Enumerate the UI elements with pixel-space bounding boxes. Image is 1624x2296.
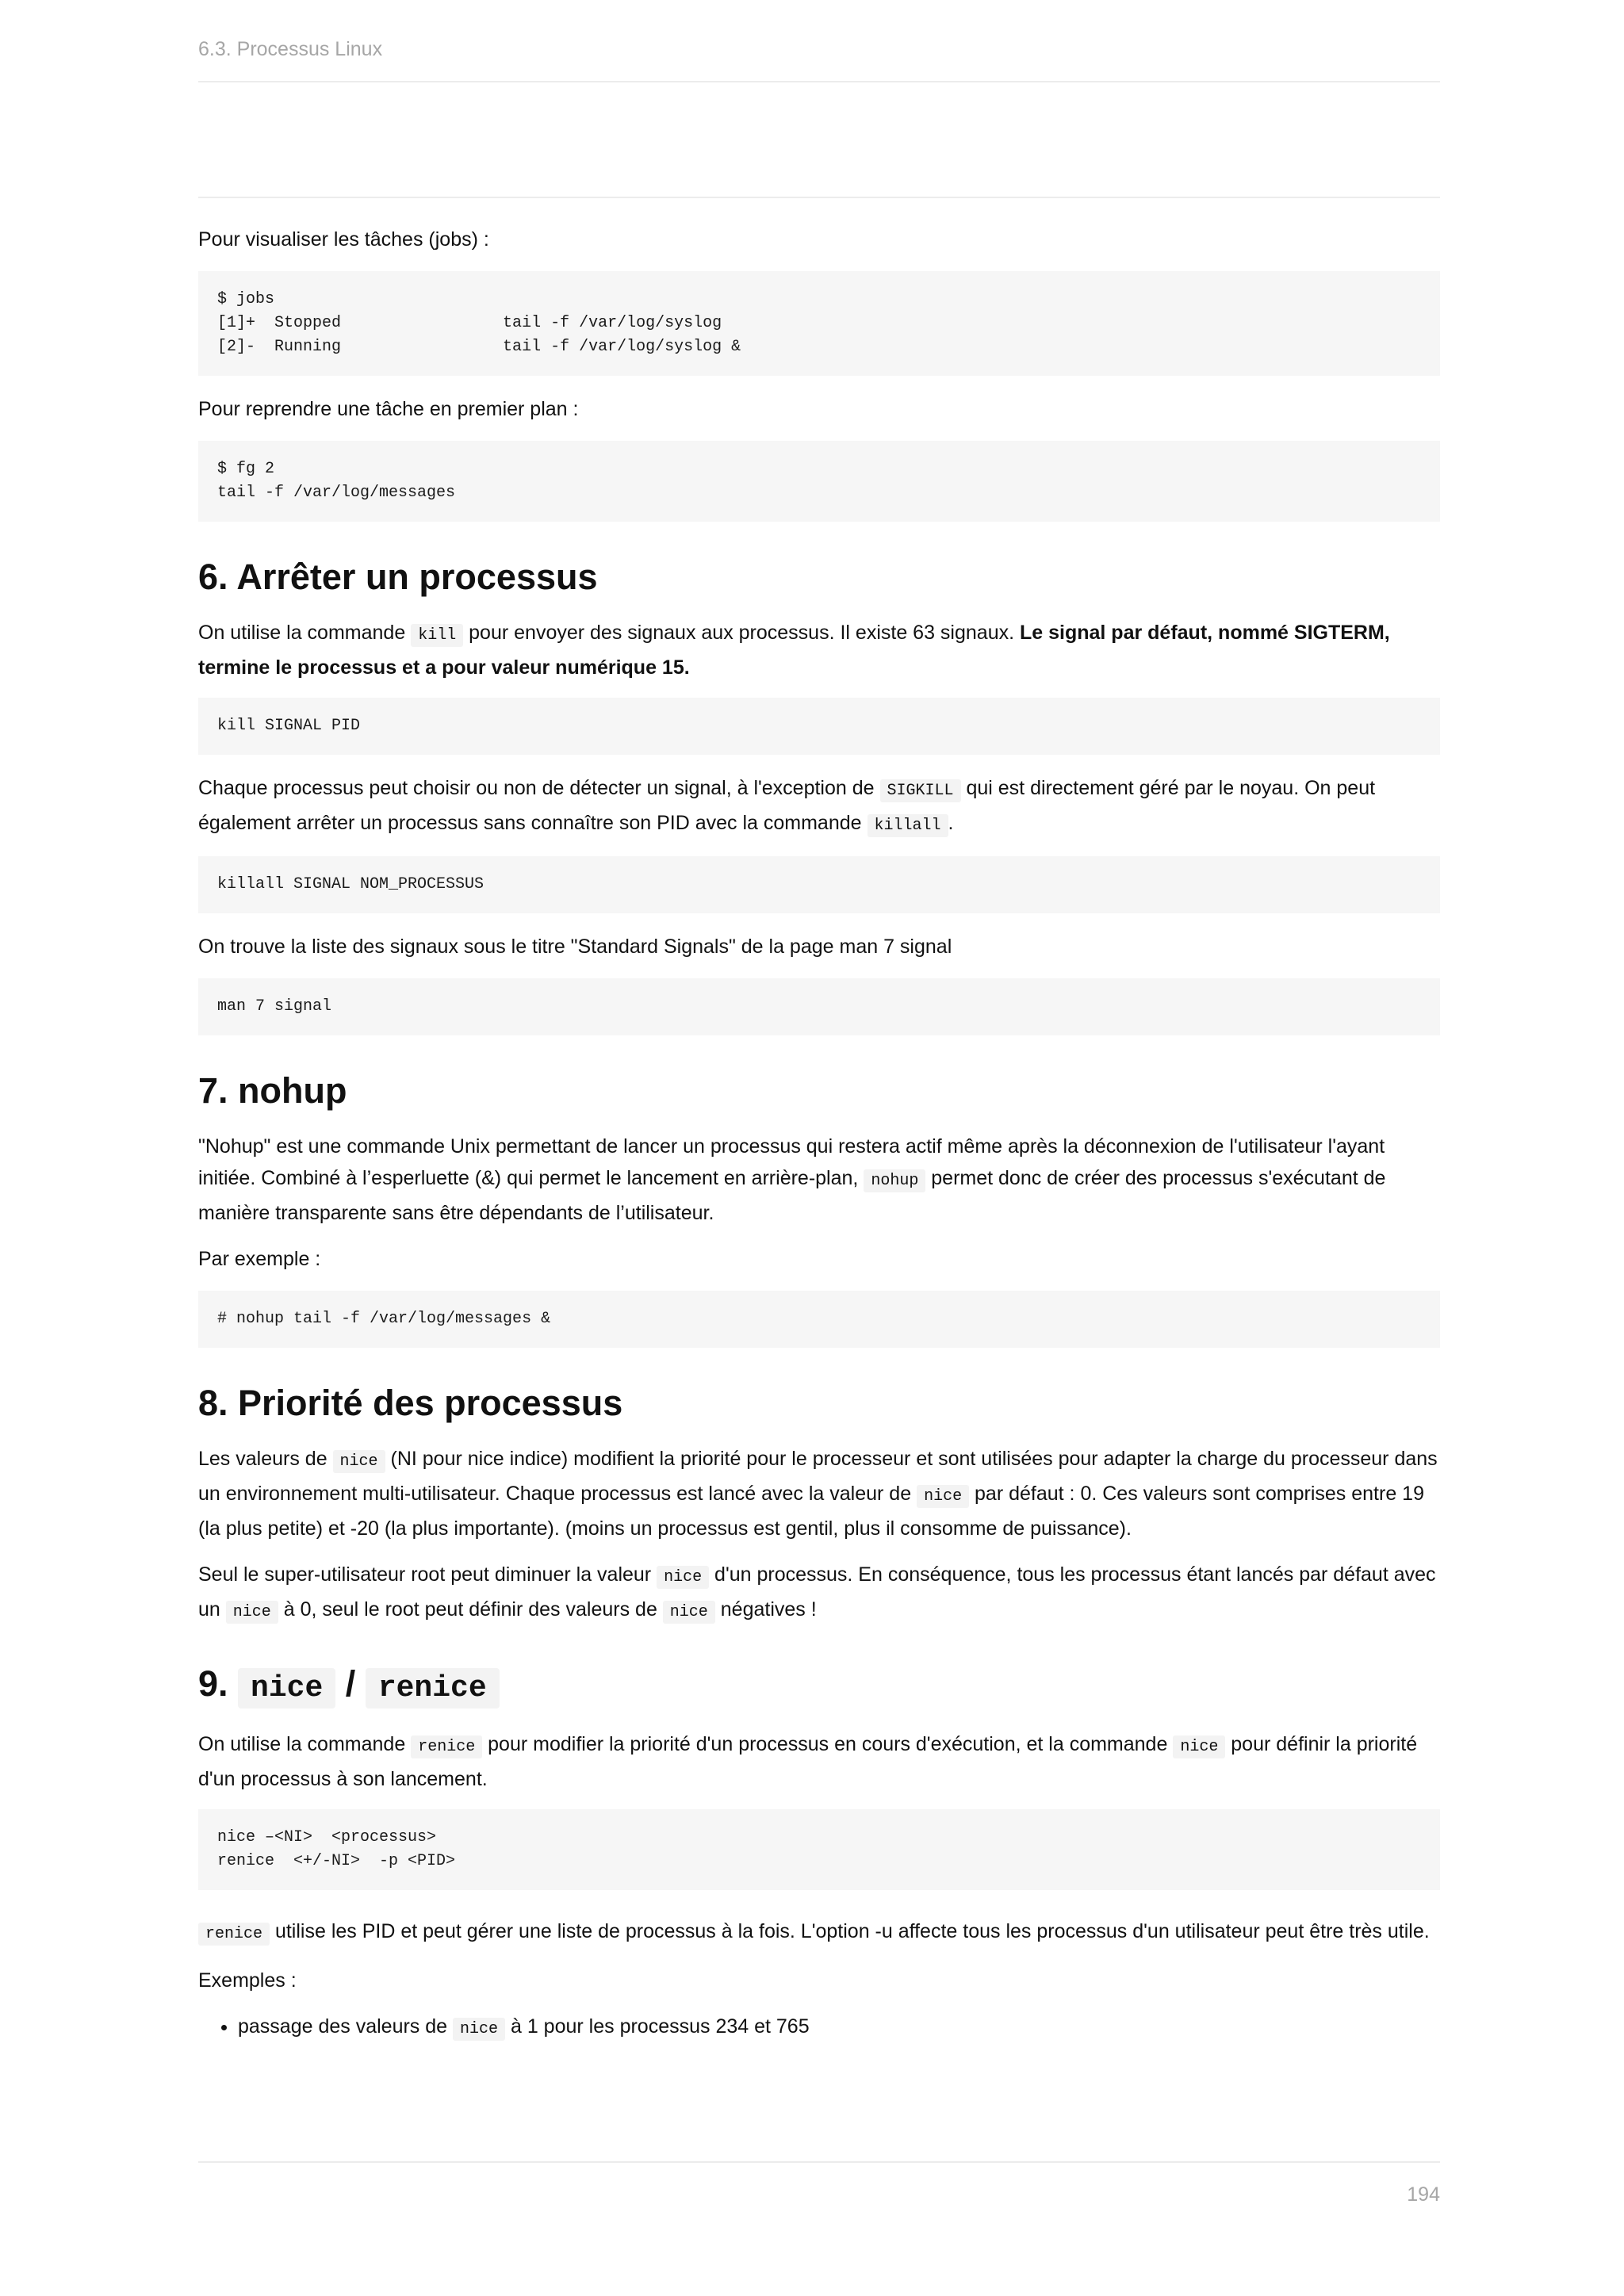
page-content bbox=[198, 224, 1440, 2045]
inline-code-nice: nice bbox=[333, 1450, 385, 1473]
paragraph-signal-list: On trouve la liste des signaux sous le titre "Standard Signals" de la page man 7 signal bbox=[198, 936, 952, 958]
heading-code-renice: renice bbox=[366, 1668, 500, 1709]
text: On utilise la commande bbox=[198, 1733, 412, 1755]
code-block-man-signal: man 7 signal bbox=[198, 978, 1440, 1035]
inline-code-renice: renice bbox=[198, 1923, 270, 1946]
heading-code-nice: nice bbox=[238, 1668, 335, 1709]
text: Seul le super-utilisateur root peut diminuer la valeur bbox=[198, 1563, 657, 1586]
heading-nohup: 7. nohup bbox=[198, 1070, 347, 1111]
heading-stop-process: 6. Arrêter un processus bbox=[198, 557, 598, 597]
inline-code-renice: renice bbox=[411, 1735, 482, 1758]
inline-code-sigkill: SIGKILL bbox=[880, 779, 961, 802]
header-rule bbox=[198, 81, 1440, 82]
bold-text-sigterm: Le signal par défaut, nommé SIGTERM, termine le processus et a pour valeur numérique 15. bbox=[198, 622, 1390, 679]
paragraph-kill bbox=[198, 617, 1440, 683]
paragraph-nohup bbox=[198, 1131, 1440, 1229]
text: à 1 pour les processus 234 et 765 bbox=[505, 2015, 810, 2038]
paragraph-renice-pid bbox=[198, 1915, 1440, 1950]
inline-code-nice: nice bbox=[917, 1485, 969, 1508]
text: pour modifier la priorité d'un processus en cours d'exécution, et la commande bbox=[482, 1733, 1174, 1755]
running-header: 6.3. Processus Linux bbox=[198, 38, 383, 60]
text: "Nohup" est une commande Unix permettant de lancer un processus qui restera actif même après la déconnexion de l'utilisateur l'ayant initiée. Combiné à l’esperluette (&) qui permet le lancement en arrière-plan, bbox=[198, 1135, 1385, 1189]
inline-code-killall: killall bbox=[868, 814, 948, 837]
paragraph-examples-label: Exemples : bbox=[198, 1969, 297, 1992]
paragraph-renice-usage bbox=[198, 1728, 1440, 1795]
inline-code-nice: nice bbox=[226, 1601, 278, 1624]
paragraph-root-nice bbox=[198, 1559, 1440, 1628]
text: à 0, seul le root peut définir des valeurs de bbox=[278, 1598, 663, 1621]
paragraph-sigkill bbox=[198, 772, 1440, 842]
list-item bbox=[238, 2011, 1440, 2045]
code-block-kill: kill SIGNAL PID bbox=[198, 698, 1440, 755]
heading-nice-renice bbox=[198, 1660, 1440, 1712]
text: d'un processus. En conséquence, tous les processus étant lancés par défaut avec un bbox=[198, 1563, 1436, 1621]
text: Les valeurs de bbox=[198, 1448, 333, 1470]
code-block-fg: $ fg 2 tail -f /var/log/messages bbox=[198, 441, 1440, 522]
text: passage des valeurs de bbox=[238, 2015, 454, 2038]
inline-code-nice: nice bbox=[663, 1601, 715, 1624]
text: permet donc de créer des processus s'exécutant de manière transparente sans être dépendants de l’utilisateur. bbox=[198, 1167, 1386, 1224]
inline-code-kill: kill bbox=[411, 624, 463, 647]
text: utilise les PID et peut gérer une liste de processus à la fois. L'option -u affecte tous les processus d'un utilisateur peut être très utile. bbox=[270, 1920, 1430, 1942]
footer-rule bbox=[198, 2161, 1440, 2163]
heading-separator: / bbox=[345, 1663, 356, 1704]
inline-code-nice: nice bbox=[1173, 1735, 1225, 1758]
paragraph-example: Par exemple : bbox=[198, 1248, 321, 1270]
text: (NI pour nice indice) modifient la priorité pour le processeur et sont utilisées pour adapter la charge du processeur dans un environnement multi-utilisateur. Chaque processus est lancé avec la valeur de bbox=[198, 1448, 1438, 1505]
fg-intro: Pour reprendre une tâche en premier plan : bbox=[198, 398, 579, 420]
text: . bbox=[948, 812, 954, 834]
page-number: 194 bbox=[1407, 2183, 1440, 2206]
code-block-jobs: $ jobs [1]+ Stopped tail -f /var/log/syslog [2]- Running tail -f /var/log/syslog & bbox=[198, 271, 1440, 376]
paragraph-nice-values bbox=[198, 1443, 1440, 1544]
examples-list bbox=[198, 2011, 1440, 2045]
code-block-nohup: # nohup tail -f /var/log/messages & bbox=[198, 1291, 1440, 1348]
text: par défaut : 0. Ces valeurs sont comprises entre 19 (la plus petite) et -20 (la plus importante). (moins un processus est gentil, plus il consomme de puissance). bbox=[198, 1483, 1424, 1540]
text: pour envoyer des signaux aux processus. Il existe 63 signaux. bbox=[463, 622, 1020, 644]
heading-process-priority: 8. Priorité des processus bbox=[198, 1383, 623, 1423]
jobs-intro: Pour visualiser les tâches (jobs) : bbox=[198, 228, 489, 251]
inline-code-nohup: nohup bbox=[864, 1169, 925, 1192]
inline-code-nice: nice bbox=[657, 1566, 709, 1589]
inline-code-nice: nice bbox=[453, 2018, 505, 2041]
heading-number: 9. bbox=[198, 1663, 228, 1704]
text: pour définir la priorité d'un processus à son lancement. bbox=[198, 1733, 1418, 1790]
text: négatives ! bbox=[714, 1598, 817, 1621]
code-block-nice-renice: nice –<NI> <processus> renice <+/-NI> -p <PID> bbox=[198, 1809, 1440, 1890]
text: On utilise la commande bbox=[198, 622, 412, 644]
top-rule bbox=[198, 197, 1440, 198]
code-block-killall: killall SIGNAL NOM_PROCESSUS bbox=[198, 856, 1440, 913]
text: Chaque processus peut choisir ou non de détecter un signal, à l'exception de bbox=[198, 777, 880, 799]
text: qui est directement géré par le noyau. On peut également arrêter un processus sans connaître son PID avec la commande bbox=[198, 777, 1376, 834]
